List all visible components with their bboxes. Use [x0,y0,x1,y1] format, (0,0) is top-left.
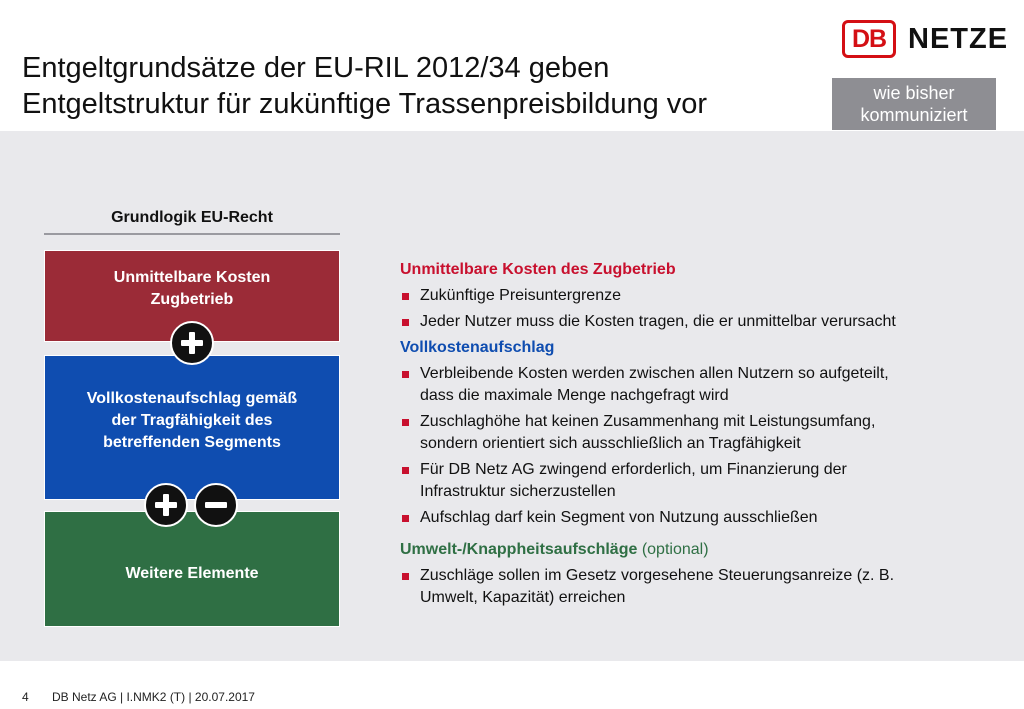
block-other-elements [44,511,340,627]
bullet-text: sondern orientiert sich ausschließlich an Tragfähigkeit [420,435,801,452]
footer-text: DB Netz AG | I.NMK2 (T) | 20.07.2017 [52,690,255,704]
page-title [22,50,822,122]
list-item [400,363,1000,407]
bullet-text: Jeder Nutzer muss die Kosten tragen, die er unmittelbar verursacht [420,313,896,330]
plus-icon [144,483,188,527]
section-heading-markup: Vollkostenaufschlag [400,339,555,356]
list-item [400,507,1000,529]
badge-line-2: kommuniziert [860,105,968,125]
content-panel [0,131,1024,661]
bullet-text: Verbleibende Kosten werden zwischen allen Nutzern so aufgeteilt, [420,365,889,382]
plus-icon [170,321,214,365]
section-heading-surcharges [400,539,1000,561]
page-number: 4 [22,690,29,704]
badge-line-1: wie bisher [873,83,955,103]
list-item [400,459,1000,503]
section-bullets-direct-costs [400,285,1000,333]
block-direct-costs-line-2: Zugbetrieb [150,291,234,308]
bullet-text: Zuschlaghöhe hat keinen Zusammenhang mit Leistungsumfang, [420,413,876,430]
bullet-text: Für DB Netz AG zwingend erforderlich, um Finanzierung der [420,461,847,478]
section-heading-surcharges-suffix: (optional) [637,541,709,558]
section-heading-surcharges-main: Umwelt-/Knappheitsaufschläge [400,541,638,558]
netze-wordmark: NETZE [908,23,1009,55]
db-logo-mark: DB [842,20,896,58]
minus-icon [194,483,238,527]
logic-title: Grundlogik EU-Recht [111,209,273,226]
bullet-text: dass die maximale Menge nachgefragt wird [420,387,729,404]
bullet-text: Infrastruktur sicherzustellen [420,483,616,500]
section-heading-direct-costs: Unmittelbare Kosten des Zugbetrieb [400,261,676,278]
block-markup-line-1: Vollkostenaufschlag gemäß [86,389,298,407]
footer [22,690,255,704]
block-other-elements-line-1: Weitere Elemente [125,565,259,582]
db-netze-logo [842,20,1007,60]
list-item [400,411,1000,455]
block-markup-line-3: betreffenden Segments [103,433,281,451]
list-item [400,311,1000,333]
block-markup-line-2: der Tragfähigkeit des [111,411,273,429]
section-bullets-markup [400,363,1000,529]
list-item [400,565,1000,609]
explanation-list [400,259,1000,613]
section-bullets-surcharges [400,565,1000,609]
block-markup [44,355,340,500]
list-item [400,285,1000,307]
status-badge [832,78,996,130]
bullet-text: Zuschläge sollen im Gesetz vorgesehene Steuerungsanreize (z. B. [420,567,895,584]
bullet-text: Aufschlag darf kein Segment von Nutzung ausschließen [420,509,818,526]
title-line-2: Entgeltstruktur für zukünftige Trassenpreisbildung vor [22,88,708,120]
bullet-text: Zukünftige Preisuntergrenze [420,287,621,304]
logic-divider [44,233,340,235]
block-direct-costs-line-1: Unmittelbare Kosten [113,269,271,286]
bullet-text: Umwelt, Kapazität) erreichen [420,589,626,606]
title-line-1: Entgeltgrundsätze der EU-RIL 2012/34 geben [22,52,610,84]
